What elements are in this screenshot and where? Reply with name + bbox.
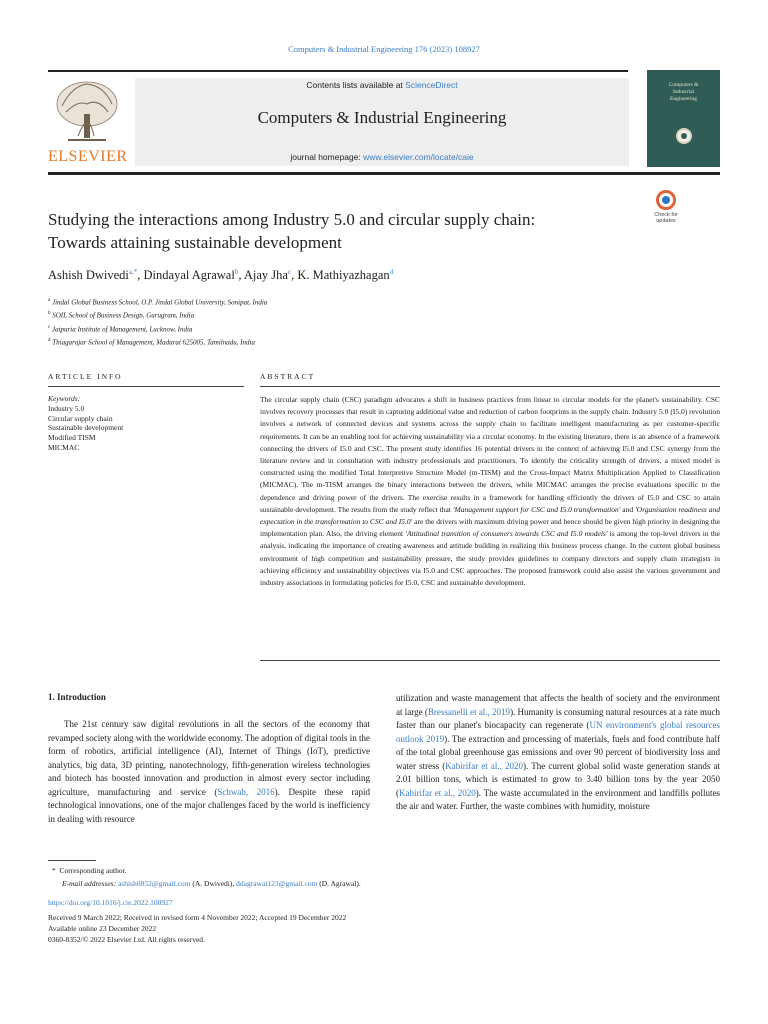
abstract-segment: is among the top-level drivers in the analysis, indicating the importance of creating awareness and attitude building in realizing this business process change. In the current global business environment of high competition and sustainability pressure, the study provides guidelines to company directors and supply chain strategists in achieving efficiency and sustainability objectives via I5.0 and CSC approaches. The proposed framework could also assist the various government and industry associations in formulating policies for I5.0, CSC and sustainable development. (260, 529, 720, 588)
title-line: Towards attaining sustainable development (48, 233, 342, 252)
journal-title: Computers & Industrial Engineering (257, 108, 507, 127)
affiliation (48, 322, 648, 335)
article-info-heading: ARTICLE INFO (48, 372, 123, 381)
affiliation (48, 308, 648, 321)
affiliation-text: Thiagarajar School of Management, Madurai 625005, Tamilnadu, India (52, 338, 255, 347)
doi-link[interactable]: https://doi.org/10.1016/j.cie.2022.108927 (48, 898, 173, 907)
affiliation-mark: d (48, 337, 51, 343)
affiliation-list (48, 295, 648, 348)
body-text: ). The extraction and processing of materials, fuels and food contribute half of the total global greenhouse gas emissions and over 90 percent of biodiversity loss and water stress ( (396, 733, 720, 771)
author-affiliation-mark[interactable]: d (389, 268, 394, 276)
keyword: Modified TISM (48, 433, 96, 443)
abstract-end-rule (260, 660, 720, 661)
body-text: utilization and waste management that affects the health of society and the environment at large ( (396, 693, 720, 717)
contents-line (135, 80, 629, 90)
affiliation-text: Jindal Global Business School, O.P. Jindal Global University, Sonipat, India (51, 298, 268, 307)
author-affiliation-mark[interactable]: c (287, 268, 292, 276)
publisher-wordmark: ELSEVIER (48, 148, 128, 165)
title-line: Studying the interactions among Industry 5.0 and circular supply chain: (48, 210, 536, 229)
abstract-segment: and (620, 504, 636, 514)
abstract-quote: 'Management support for CSC and I5.0 transformation' (452, 504, 621, 514)
email-link[interactable]: ashish0852@gmail.com (117, 879, 191, 888)
keyword: MICMAC (48, 442, 80, 452)
cover-title-line: Industrial (672, 89, 695, 95)
journal-reference[interactable]: Computers & Industrial Engineering 176 (2023) 108927 (288, 44, 480, 54)
cover-emblem-icon (676, 128, 692, 144)
intro-right-column (396, 692, 720, 814)
citation-link[interactable]: Bressanelli et al., 2019 (427, 706, 511, 717)
abstract-quote: 'Organisation readiness and expectation in the transformation to CSC and I5.0' (260, 504, 720, 527)
received-dates: Received 9 March 2022; Received in revised form 4 November 2022; Accepted 19 December 2022 (48, 913, 347, 922)
citation-link[interactable]: UN environment's global resources outlook 2019 (396, 720, 721, 744)
email-note (62, 879, 361, 888)
author[interactable]: Ashish Dwivedi (48, 268, 129, 283)
author-separator: , (238, 268, 244, 283)
introduction-heading: 1. Introduction (48, 692, 106, 702)
check-for-updates-badge[interactable] (647, 190, 685, 230)
cover-title-line: Computers & (668, 82, 699, 88)
author-separator: , (137, 268, 144, 283)
abstract-quote: 'Attitudinal transition of consumers towards CSC and I5.0 models' (405, 529, 608, 539)
homepage-prefix: journal homepage: (290, 152, 364, 162)
author-separator: , (291, 268, 298, 283)
author[interactable]: Dindayal Agrawal (143, 268, 235, 283)
contents-prefix: Contents lists available at (306, 80, 406, 90)
body-text: ). Humanity is consuming natural resources at a rate much faster than our planet's biocapacity can regenerate ( (396, 706, 720, 730)
abstract-segment: The circular supply chain (CSC) paradigm advocates a shift in business practices from linear to circular models for the planet's sustainability. CSC involves recovery processes that result in capturing additional value and reduction of carbon footprints in the supply chain. Industry 5.0 (I5.0) revolution involves a network of connected devices and systems across the supply chain to facilitate intelligent manufacturing as per customer-specific requirements. It can be an enabling tool for achieving sustainability via a circular economy. In the existing literature, there is an absence of a framework connecting the drivers of I5.0 and CSC. The present study identifies 16 potential drivers in the context of achieving I5.0 and CSC synergy from the literature review and in consultation with industry professionals and practitioners. To identify the criticality strength of drivers, a mixed model is constructed using the modified Total Interpretive Structure Model (m-TISM) and the Cross-Impact Matrix Multiplication Applied to Classification (MICMAC). The m-TISM arranges the binary interactions between the drivers, while MICMAC arranges the precise evaluations specific to the dependence and driving power of the drivers. The exercise results in a framework for handling efficiently the drivers of I5.0 and CSC to attain sustainable development. The results from the study reflect that (260, 395, 720, 514)
author[interactable]: Ajay Jha (243, 268, 288, 283)
author-affiliation-mark[interactable]: a,* (128, 268, 138, 276)
bookmark-icon (656, 190, 676, 210)
homepage-link[interactable]: www.elsevier.com/locate/caie (363, 152, 474, 162)
masthead-rule (48, 172, 720, 175)
author[interactable]: K. Mathiyazhagan (297, 268, 390, 283)
affiliation-mark: b (48, 311, 51, 317)
homepage-line (135, 152, 629, 162)
elsevier-logo (48, 78, 126, 166)
keywords-label: Keywords: (48, 394, 81, 403)
intro-left-column (48, 718, 370, 826)
email-owner: (D. Agrawal). (317, 879, 361, 888)
citation-link[interactable]: Kabirifar et al., 2020 (399, 787, 476, 798)
keywords-block (48, 394, 244, 453)
email-link[interactable]: ddagrawal123@gmail.com (236, 879, 318, 888)
badge-label: Check for (654, 212, 678, 218)
cover-title-line: Engineering (670, 96, 697, 102)
copyright: 0360-8352/© 2022 Elsevier Ltd. All rights reserved. (48, 935, 205, 944)
badge-label: updates (656, 218, 676, 224)
email-label: E-mail addresses: (62, 879, 117, 888)
affiliation (48, 295, 648, 308)
article-title (48, 208, 628, 254)
sciencedirect-link[interactable]: ScienceDirect (405, 80, 458, 90)
affiliation-text: Jaipuria Institute of Management, Lucknow, India (51, 324, 193, 333)
abstract-segment: are the drivers with maximum driving power and hence should be given high priority in designing the implementation plan. Also, the driving element (260, 517, 720, 539)
keyword: Industry 5.0 (48, 403, 85, 413)
citation-link[interactable]: Schwab, 2016 (217, 786, 275, 797)
publication-history (48, 912, 346, 945)
body-text: The 21st century saw digital revolutions in all the sectors of the economy that revamped society along with the worldwide economy. The adoption of digital tools in the form of robotics, artificial intelligence (AI), Internet of Things (IoT), predictive analytics, big data, 3D printing, nanotechnology, fifth-generation wireless technologies and biotech has boosted innovation and production in almost every sector including agriculture, manufacturing and service ( (48, 719, 370, 797)
body-text: ). Despite these rapid technological innovations, one of the major challenges faced by the world is inefficiency in dealing with resource (48, 786, 371, 824)
article-info-rule (48, 386, 244, 387)
affiliation-mark: a (48, 298, 51, 303)
tree-icon (48, 78, 126, 148)
abstract-text (260, 394, 720, 589)
available-online: Available online 23 December 2022 (48, 924, 157, 933)
footnote-text: Corresponding author. (59, 866, 127, 875)
email-owner: (A. Dwivedi), (190, 879, 237, 888)
body-text: ). The waste accumulated in the environment and landfills pollutes the air and water. Further, the waste combines with humidity, moisture (396, 787, 720, 811)
journal-cover[interactable] (647, 70, 720, 167)
citation-link[interactable]: Kabirifar et al., 2020 (445, 760, 524, 771)
affiliation-mark: c (48, 324, 51, 330)
abstract-rule (260, 386, 720, 387)
body-text: ). The current global solid waste generation stands at 2.01 billion tons, which is estimated to grow to 3.40 billion tons by the year 2050 ( (396, 760, 720, 798)
footnote-mark: * (52, 866, 56, 875)
corresponding-author-note (52, 866, 127, 875)
keyword: Circular supply chain (48, 413, 113, 423)
top-rule (48, 70, 628, 72)
footnote-rule (48, 860, 96, 861)
author-affiliation-mark[interactable]: b (234, 268, 239, 276)
author-list (48, 268, 648, 283)
keyword: Sustainable development (48, 423, 124, 433)
affiliation-text: SOIL School of Business Design, Gurugram, India (52, 311, 195, 320)
abstract-heading: ABSTRACT (260, 372, 316, 381)
affiliation (48, 335, 648, 348)
